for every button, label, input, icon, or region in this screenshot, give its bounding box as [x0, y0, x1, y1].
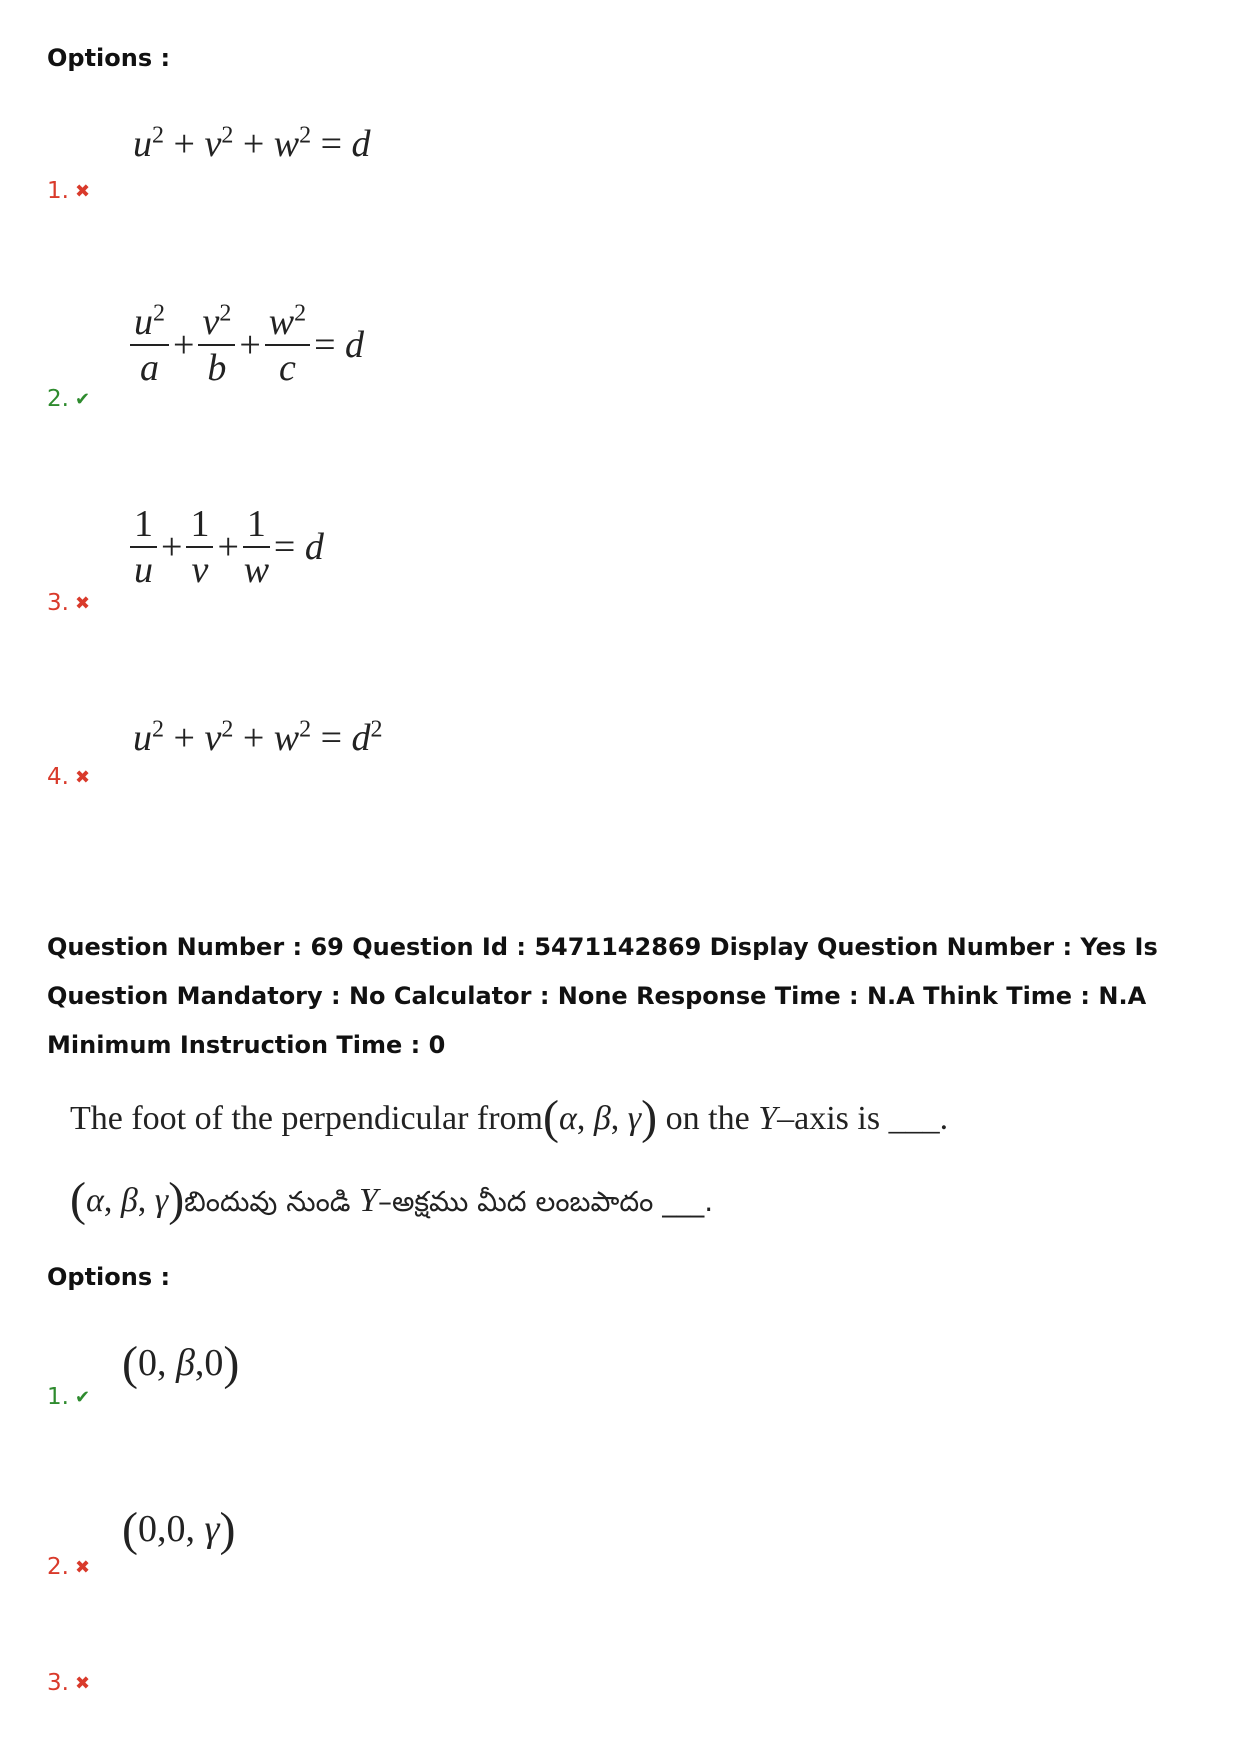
option-2-formula: (0,0, γ): [122, 1503, 236, 1556]
wrong-icon: ✖: [74, 1556, 91, 1578]
option-number: 2.: [47, 386, 69, 412]
question-en-axis: Y: [758, 1100, 778, 1137]
question-text-telugu: (α, β, γ)బిందువు నుండి Y–అక్షము మీద లంబపాదం ___.: [70, 1173, 714, 1226]
option-number: 1.: [47, 1384, 69, 1410]
option-2-formula: $\frac{u^2}{a}$ + $\frac{v^2}{b}$ + $\frac{w^2}{c}$ = d: [128, 300, 366, 390]
question-te-suffix: బిందువు నుండి: [184, 1185, 351, 1218]
wrong-icon: ✖: [74, 592, 91, 614]
wrong-icon: ✖: [74, 766, 91, 788]
option-1-formula: $u^2 + v^2 + w^2 = d$: [133, 122, 371, 165]
option-number: 4.: [47, 764, 69, 790]
option-number: 1.: [47, 178, 69, 204]
option-number: 3.: [47, 590, 69, 616]
option-3-label: [47, 1670, 90, 1696]
option-2-label: [47, 386, 90, 412]
question-header: Question Number : 69 Question Id : 5471142869 Display Question Number : Yes Is Question Mandatory : No Calculator : None Response Time : N.A Think Time : N.A Minimum Instruction Time : 0: [47, 933, 1158, 1059]
option-number: 2.: [47, 1554, 69, 1580]
options-title: Options :: [47, 44, 171, 72]
option-4-formula: $u^2 + v^2 + w^2 = d^2$: [133, 716, 383, 759]
option-1-formula: (0, β,0): [122, 1337, 240, 1390]
wrong-icon: ✖: [74, 180, 91, 202]
option-3-label: [47, 590, 90, 616]
option-3-formula: $\frac{1}{u}$ + $\frac{1}{v}$ + $\frac{1}{w}$ = d: [128, 502, 326, 592]
question-en-prefix: The foot of the perpendicular from: [70, 1100, 543, 1137]
option-number: 3.: [47, 1670, 69, 1696]
question-en-suffix: on the: [665, 1100, 750, 1137]
question-text-english: The foot of the perpendicular from(α, β, γ) on the Y–axis is ___.: [70, 1091, 949, 1144]
wrong-icon: ✖: [74, 1672, 91, 1694]
question-en-axis-rest: –axis is ___.: [777, 1100, 949, 1137]
question-te-axis: Y: [359, 1182, 378, 1219]
options-title: Options :: [47, 1263, 171, 1291]
question-te-rest: –అక్షము మీద లంబపాదం ___.: [377, 1185, 714, 1218]
option-4-label: [47, 764, 90, 790]
option-2-label: [47, 1554, 90, 1580]
option-1-label: [47, 178, 90, 204]
check-icon: ✔: [74, 388, 91, 410]
check-icon: ✔: [74, 1386, 91, 1408]
option-1-label: [47, 1384, 90, 1410]
